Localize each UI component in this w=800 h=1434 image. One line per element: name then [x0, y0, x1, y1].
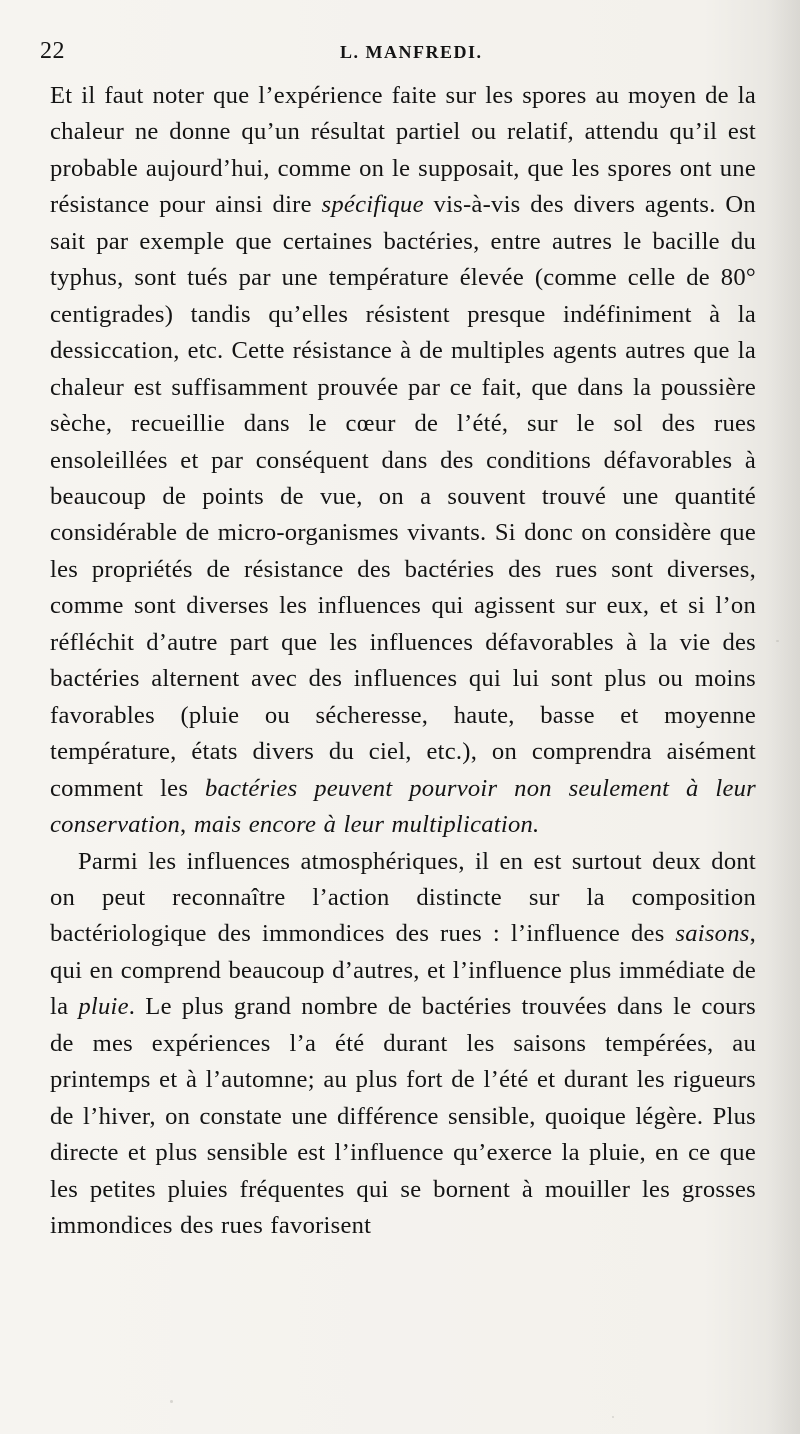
scan-speck: [612, 1416, 614, 1418]
text-segment: . Le plus grand nombre de bactéries trouvées dans le cours de mes expériences l’a été durant les saisons tempérées, au printemps et à l’automne; au plus fort de l’été et durant les rigueurs de l’hiver, on constate une différence sensible, quoique légère. Plus directe et plus sensible est l’influence qu’exerce la pluie, en ce que les petites pluies fréquentes qui se bornent à mouiller les grosses immondices des rues favorisent: [50, 993, 756, 1240]
italic-segment: pluie: [78, 993, 129, 1021]
italic-segment: bactéries peuvent pourvoir non seulement à leur conservation: [50, 774, 756, 839]
running-head: [40, 38, 750, 68]
paragraph-2: [50, 844, 756, 1245]
text-segment: , qui en comprend beaucoup d’autres, et l’influence plus immédiate de la: [50, 920, 756, 1021]
text-segment: ,: [180, 811, 194, 839]
text-segment: vis-à-vis des divers agents. On sait par exemple que certaines bactéries, entre autres le bacille du typhus, sont tués par une température élevée (comme celle de 80° centigrades) tandis qu’elles résistent presque indéfiniment à la dessiccation, etc. Cette résistance à de multiples agents autres que la chaleur est suffisamment prouvée par ce fait, que dans la poussière sèche, recueillie dans le cœur de l’été, sur le sol des rues ensoleillées et par conséquent dans des conditions défavorables à beaucoup de points de vue, on a souvent trouvé une quantité considérable de micro-organismes vivants. Si donc on considère que les propriétés de résistance des bactéries des rues sont diverses, comme sont diverses les influences qui agissent sur eux, et si l’on réfléchit d’autre part que les influences défavorables à la vie des bactéries alternent avec des influences qui lui sont plus ou moins favorables (pluie ou sécheresse, haute, basse et moyenne température, états divers du ciel, etc.), on comprendra aisément comment les: [50, 191, 756, 802]
italic-segment: mais encore à leur multiplication.: [193, 811, 540, 839]
scan-speck: [170, 1400, 173, 1403]
scan-speck: [776, 640, 779, 642]
body-text: [50, 78, 756, 1245]
text-segment: Et il faut noter que l’expérience faite sur les spores au moyen de la chaleur ne donne qu’un résultat partiel ou relatif, attendu qu’il est probable aujourd’hui, comme on le supposait, que les spores ont une résistance pour ainsi dire: [50, 82, 756, 219]
italic-segment: spécifique: [321, 191, 424, 219]
paragraph-1: [50, 78, 756, 844]
running-title: L. MANFREDI.: [340, 42, 483, 62]
page-number: 22: [40, 38, 65, 64]
italic-segment: saisons: [675, 920, 750, 948]
text-segment: Parmi les influences atmosphériques, il en est surtout deux dont on peut reconnaître l’action distincte sur la composition bactériologique des immondices des rues : l’influence des: [50, 847, 756, 948]
